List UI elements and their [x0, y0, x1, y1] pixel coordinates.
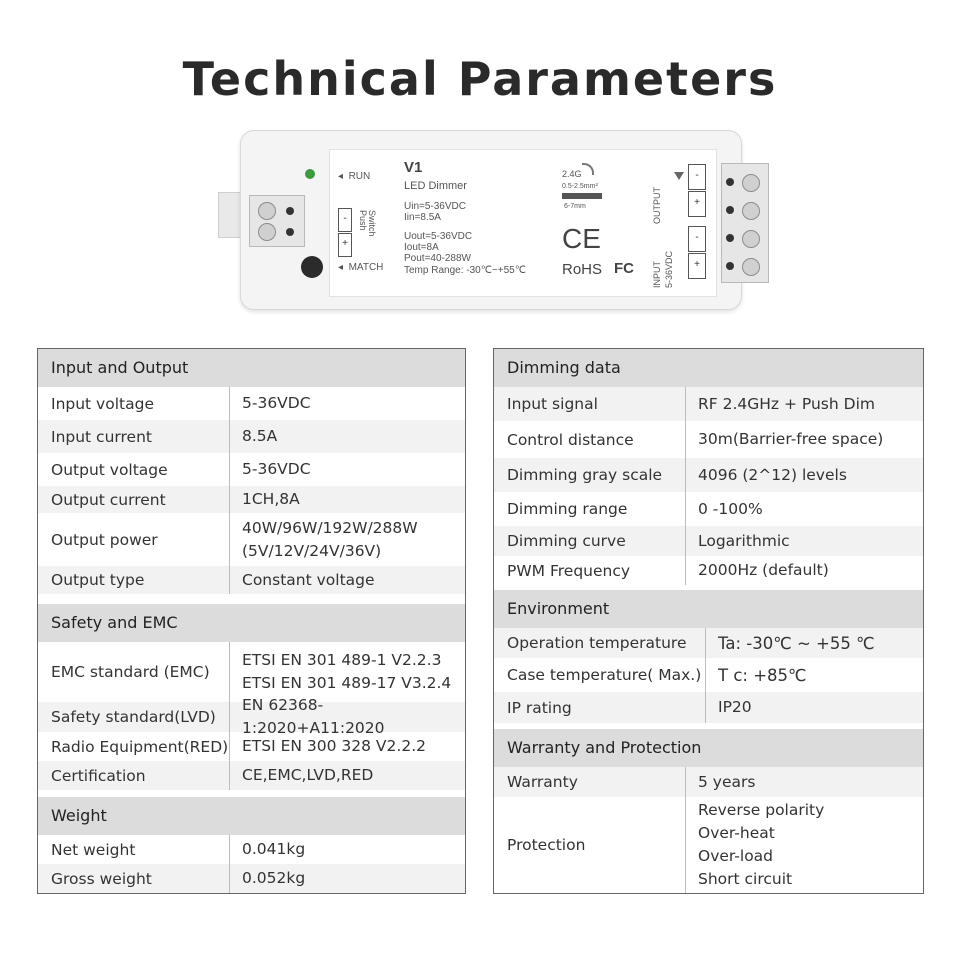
table-row [494, 628, 923, 658]
row-label: Gross weight [38, 864, 230, 893]
row-label: PWM Frequency [494, 556, 686, 585]
led-symbol-icon [674, 172, 684, 180]
device-label [329, 149, 717, 297]
section-header: Safety and EMC [38, 604, 465, 642]
table-row [38, 642, 465, 702]
output-label: OUTPUT [652, 187, 662, 224]
row-label: EMC standard (EMC) [38, 642, 230, 702]
row-label: IP rating [494, 692, 706, 723]
in-plus-box: + [688, 253, 706, 279]
row-label: Case temperature( Max.) [494, 658, 706, 692]
push-terminal [249, 195, 305, 247]
screw-icon [258, 202, 276, 220]
row-value: Constant voltage [242, 570, 375, 589]
row-value: T c: +85℃ [718, 665, 807, 685]
row-label: Radio Equipment(RED) [38, 732, 230, 761]
specs-table-left [37, 348, 466, 894]
row-value: 5-36VDC [242, 394, 311, 412]
specs-table-right [493, 348, 924, 894]
input-label: INPUT [652, 261, 662, 288]
row-value: ETSI EN 301 489-1 V2.2.3 ETSI EN 301 489-17 V3.2.4 [242, 651, 452, 692]
switch-push-label: Switch Push [357, 210, 377, 237]
table-row [494, 797, 923, 893]
row-value: Reverse polarity Over-heat Over-load Short circuit [698, 801, 825, 888]
table-row [494, 767, 923, 797]
row-value: IP20 [718, 698, 752, 716]
row-value: 0.052kg [242, 869, 306, 887]
row-value: 0 -100% [698, 499, 763, 518]
row-label: Input voltage [38, 387, 230, 420]
row-label: Operation temperature [494, 628, 706, 658]
section-header: Environment [494, 590, 923, 628]
row-label: Output power [38, 513, 230, 566]
row-value: 1CH,8A [242, 490, 300, 508]
screw-icon [742, 230, 760, 248]
ce-mark: CE [562, 223, 601, 254]
row-value: 4096 (2^12) levels [698, 465, 847, 484]
screw-icon [742, 174, 760, 192]
device-case [240, 130, 742, 310]
product-name: LED Dimmer [404, 180, 467, 192]
row-label: Warranty [494, 767, 686, 797]
spec-iin: Iin=8.5A [404, 212, 441, 223]
page-title: Technical Parameters [182, 52, 778, 106]
table-row [38, 696, 465, 737]
spec-iout: Iout=8A [404, 242, 439, 253]
row-label: Dimming curve [494, 526, 686, 556]
row-value: Logarithmic [698, 531, 790, 550]
match-button-icon [301, 256, 323, 278]
screw-icon [742, 202, 760, 220]
row-label: Input current [38, 420, 230, 453]
row-value: Ta: -30℃ ~ +55 ℃ [718, 633, 875, 653]
row-label: Certification [38, 761, 230, 790]
terminal-hole-icon [286, 228, 294, 236]
table-row [494, 692, 923, 723]
table-row [38, 453, 465, 486]
screw-icon [258, 223, 276, 241]
out-minus-box: - [688, 164, 706, 190]
out-plus-box: + [688, 191, 706, 217]
rf-label: 2.4G [562, 169, 582, 179]
row-value: 5 years [698, 772, 756, 791]
rohs-mark: RoHS [562, 261, 603, 278]
row-label: Protection [494, 797, 686, 893]
table-row [38, 835, 465, 864]
wireless-icon [582, 163, 594, 175]
section-header: Input and Output [38, 349, 465, 387]
row-value: 30m(Barrier-free space) [698, 430, 884, 448]
table-row [38, 566, 465, 594]
row-label: Safety standard(LVD) [38, 702, 230, 732]
spec-uout: Uout=5-36VDC [404, 231, 473, 242]
in-minus-box: - [688, 226, 706, 252]
screw-icon [742, 258, 760, 276]
terminal-hole-icon [726, 178, 734, 186]
table-row [494, 492, 923, 526]
row-label: Control distance [494, 421, 686, 458]
terminal-hole-icon [726, 234, 734, 242]
row-label: Dimming gray scale [494, 458, 686, 492]
fc-mark: FC [614, 260, 634, 277]
row-value: 2000Hz (default) [698, 561, 829, 579]
run-led-icon [305, 169, 315, 179]
table-row [494, 421, 923, 458]
table-row [38, 732, 465, 761]
row-value: RF 2.4GHz + Push Dim [698, 394, 875, 413]
output-input-terminal [721, 163, 769, 283]
row-value: 0.041kg [242, 840, 306, 858]
row-value: EN 62368-1:2020+A11:2020 [242, 696, 385, 737]
table-row [494, 556, 923, 585]
terminal-hole-icon [726, 262, 734, 270]
strip-length-label: 6-7mm [564, 203, 586, 210]
row-label: Net weight [38, 835, 230, 864]
table-row [38, 761, 465, 790]
match-label: ◂ MATCH [338, 262, 384, 273]
table-row [38, 864, 465, 893]
spec-temp: Temp Range: -30℃~+55℃ [404, 265, 526, 276]
row-value: 8.5A [242, 427, 278, 445]
run-label: ◂ RUN [338, 171, 371, 182]
table-row [38, 387, 465, 420]
table-row [494, 458, 923, 492]
section-header: Dimming data [494, 349, 923, 387]
table-row [494, 387, 923, 421]
row-value: ETSI EN 300 328 V2.2.2 [242, 737, 426, 755]
section-header: Weight [38, 797, 465, 835]
row-value: 5-36VDC [242, 460, 311, 478]
terminal-hole-icon [726, 206, 734, 214]
wire-size-label: 0.5-2.5mm² [562, 183, 598, 190]
spec-pout: Pout=40-288W [404, 253, 471, 264]
row-label: Output voltage [38, 453, 230, 486]
table-row [494, 658, 923, 692]
led-dimmer-device [218, 130, 763, 308]
table-row [38, 420, 465, 453]
spec-uin: Uin=5-36VDC [404, 201, 466, 212]
push-plus-box: + [338, 233, 352, 257]
terminal-hole-icon [286, 207, 294, 215]
input-voltage-label: 5-36VDC [664, 250, 674, 288]
row-value: CE,EMC,LVD,RED [242, 766, 374, 784]
row-label: Input signal [494, 387, 686, 421]
wire-strip-icon [562, 193, 602, 199]
table-row [38, 513, 465, 566]
row-label: Dimming range [494, 492, 686, 526]
row-value: 40W/96W/192W/288W (5V/12V/24V/36V) [242, 518, 418, 560]
table-row [494, 526, 923, 556]
table-row [38, 486, 465, 513]
row-label: Output type [38, 566, 230, 594]
model-label: V1 [404, 159, 423, 176]
push-minus-box: - [338, 208, 352, 232]
section-header: Warranty and Protection [494, 729, 923, 767]
row-label: Output current [38, 486, 230, 513]
